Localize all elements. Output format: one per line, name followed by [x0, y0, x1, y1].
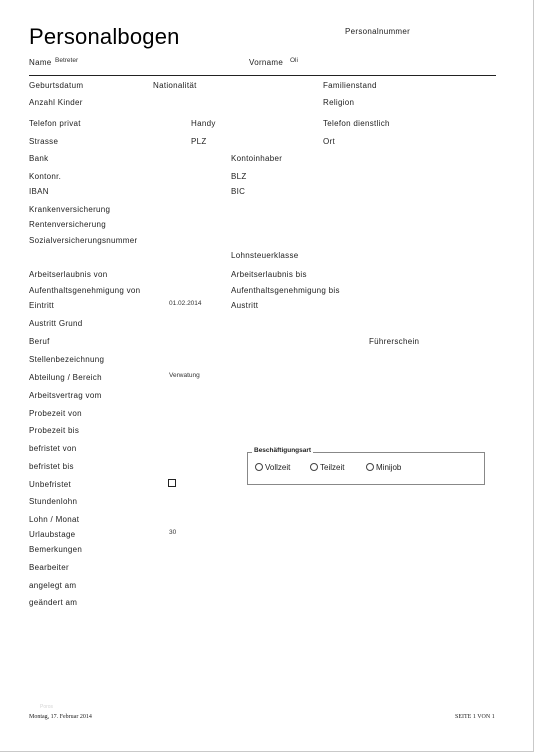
radio-icon[interactable] [310, 463, 318, 471]
option-vollzeit-label: Vollzeit [265, 463, 291, 472]
sozialversicherungsnummer-label: Sozialversicherungsnummer [29, 236, 138, 245]
vorname-label: Vorname [249, 58, 284, 67]
befristet-von-label: befristet von [29, 444, 77, 453]
bemerkungen-label: Bemerkungen [29, 545, 83, 554]
bic-label: BIC [231, 187, 246, 196]
personalnummer-label: Personalnummer [345, 27, 411, 36]
name-value[interactable]: Betreter [55, 57, 79, 64]
abteilung-value[interactable]: Verwatung [169, 372, 200, 379]
nationalitaet-label: Nationalität [153, 81, 197, 90]
radio-icon[interactable] [255, 463, 263, 471]
unbefristet-checkbox[interactable] [168, 479, 176, 487]
radio-icon[interactable] [366, 463, 374, 471]
footer-page-number: SEITE 1 VON 1 [455, 714, 495, 720]
geburtsdatum-label: Geburtsdatum [29, 81, 84, 90]
lohnsteuerklasse-label: Lohnsteuerklasse [231, 251, 299, 260]
austritt-label: Austritt [231, 301, 259, 310]
kontonr-label: Kontonr. [29, 172, 62, 181]
option-minijob[interactable] [366, 463, 401, 472]
eintritt-label: Eintritt [29, 301, 55, 310]
austritt-grund-label: Austritt Grund [29, 319, 83, 328]
option-vollzeit[interactable] [255, 463, 290, 472]
vorname-value[interactable]: Oli [290, 57, 298, 64]
blz-label: BLZ [231, 172, 247, 181]
arbeitserlaubnis-bis-label: Arbeitserlaubnis bis [231, 270, 307, 279]
bank-label: Bank [29, 154, 49, 163]
option-teilzeit-label: Teilzeit [320, 463, 345, 472]
befristet-bis-label: befristet bis [29, 462, 74, 471]
aufenthaltsgenehmigung-von-label: Aufenthaltsgenehmigung von [29, 286, 141, 295]
stundenlohn-label: Stundenlohn [29, 497, 78, 506]
strasse-label: Strasse [29, 137, 59, 146]
iban-label: IBAN [29, 187, 49, 196]
anzahl-kinder-label: Anzahl Kinder [29, 98, 83, 107]
aufenthaltsgenehmigung-bis-label: Aufenthaltsgenehmigung bis [231, 286, 340, 295]
unbefristet-label: Unbefristet [29, 480, 71, 489]
beruf-label: Beruf [29, 337, 50, 346]
angelegt-am-label: angelegt am [29, 581, 77, 590]
stellenbezeichnung-label: Stellenbezeichnung [29, 355, 105, 364]
header-divider [29, 75, 496, 76]
eintritt-value[interactable]: 01.02.2014 [169, 300, 202, 307]
probezeit-von-label: Probezeit von [29, 409, 82, 418]
name-label: Name [29, 58, 52, 67]
lohn-monat-label: Lohn / Monat [29, 515, 80, 524]
option-teilzeit[interactable] [310, 463, 344, 472]
fuehrerschein-label: Führerschein [369, 337, 420, 346]
probezeit-bis-label: Probezeit bis [29, 426, 80, 435]
page-title: Personalbogen [29, 24, 180, 49]
telefon-dienstlich-label: Telefon dienstlich [323, 119, 390, 128]
urlaubstage-label: Urlaubstage [29, 530, 76, 539]
beschaeftigungsart-legend: Beschäftigungsart [254, 447, 312, 454]
abteilung-label: Abteilung / Bereich [29, 373, 102, 382]
bearbeiter-label: Bearbeiter [29, 563, 69, 572]
footer-faint-label: Poros [40, 704, 54, 710]
familienstand-label: Familienstand [323, 81, 377, 90]
kontoinhaber-label: Kontoinhaber [231, 154, 283, 163]
handy-label: Handy [191, 119, 216, 128]
rentenversicherung-label: Rentenversicherung [29, 220, 106, 229]
plz-label: PLZ [191, 137, 207, 146]
option-minijob-label: Minijob [376, 463, 402, 472]
footer-date: Montag, 17. Februar 2014 [29, 714, 92, 720]
arbeitsvertrag-vom-label: Arbeitsvertrag vom [29, 391, 102, 400]
arbeitserlaubnis-von-label: Arbeitserlaubnis von [29, 270, 108, 279]
geaendert-am-label: geändert am [29, 598, 78, 607]
urlaubstage-value[interactable]: 30 [169, 529, 177, 536]
religion-label: Religion [323, 98, 355, 107]
krankenversicherung-label: Krankenversicherung [29, 205, 111, 214]
ort-label: Ort [323, 137, 336, 146]
telefon-privat-label: Telefon privat [29, 119, 81, 128]
